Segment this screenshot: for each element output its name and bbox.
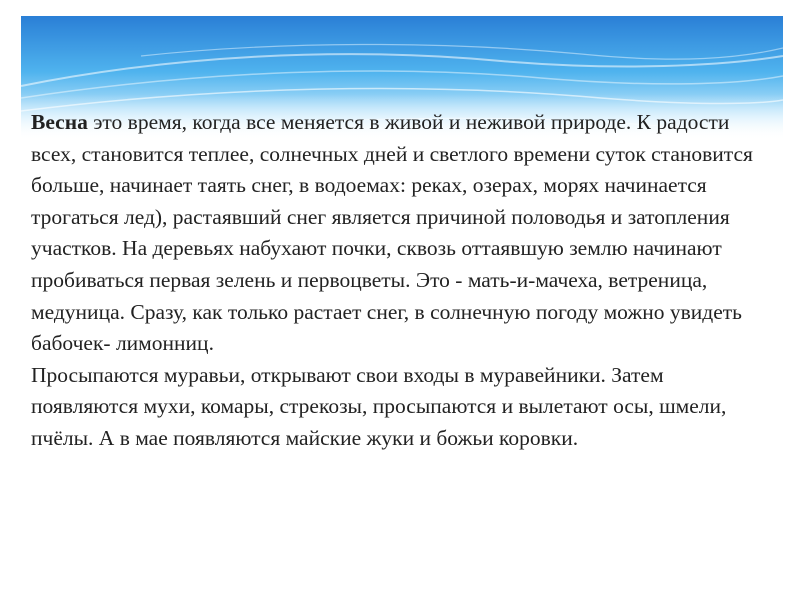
lead-word: Весна bbox=[31, 110, 88, 134]
paragraph-spring-text: это время, когда все меняется в живой и неживой природе. К радости всех, становится теплее, солнечных дней и светлого времени суток становится больше, начинает таять снег, в водоемах: реках, озерах, морях начинается трогаться лед), растаявший снег является причиной половодья и затопления участков. На деревьях набухают почки, сквозь оттаявшую землю начинают пробиваться первая зелень и первоцветы. Это - мать-и-мачеха, ветреница, медуница. Сразу, как только растает снег, в солнечную погоду можно увидеть бабочек- лимонниц. bbox=[31, 110, 753, 356]
paragraph-spring bbox=[31, 107, 771, 360]
slide-text bbox=[31, 107, 771, 455]
paragraph-insects: Просыпаются муравьи, открывают свои входы в муравейники. Затем появляются мухи, комары, стрекозы, просыпаются и вылетают осы, шмели, пчёлы. А в мае появляются майские жуки и божьи коровки. bbox=[31, 362, 727, 450]
